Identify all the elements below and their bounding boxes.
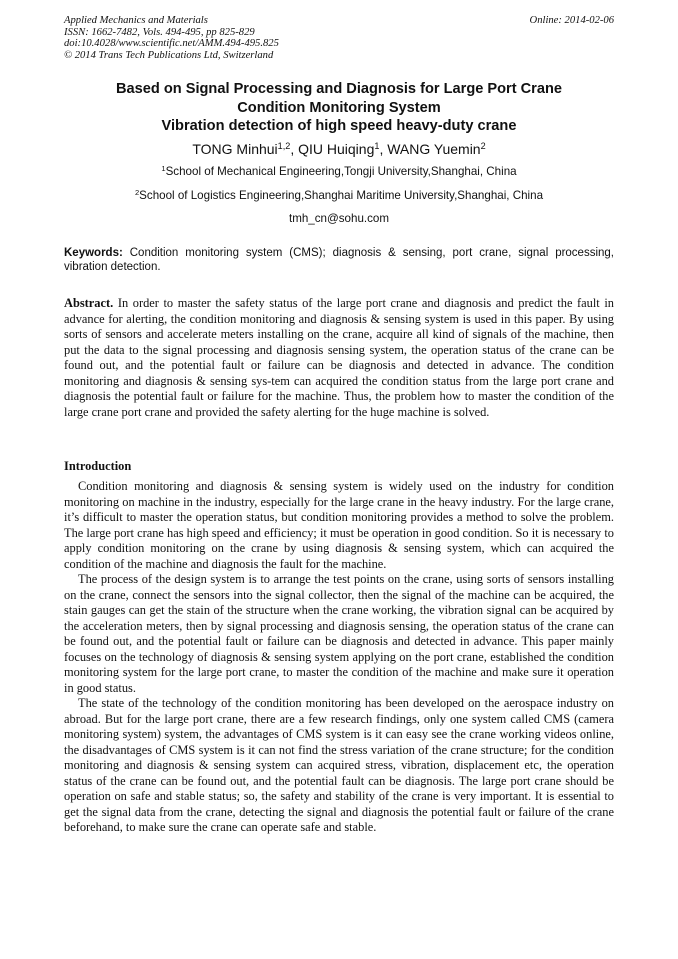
paper-title — [40, 80, 638, 136]
title-line-1: Based on Signal Processing and Diagnosis for Large Port Crane — [115, 81, 563, 97]
author-name: TONG Minhui — [192, 141, 278, 157]
affiliation-text: School of Mechanical Engineering,Tongji University,Shanghai, China — [165, 165, 517, 178]
paragraph: Condition monitoring and diagnosis & sensing system is widely used on the industry for condition monitoring on machine in the industry, especially for the large crane in the heavy industry. For the large crane, it’s difficult to master the operation status, but condition monitoring provides a method to solve the problem. The large port crane has high speed and efficiency; it must be operation in good condition. So it is necessary to apply condition monitoring on the crane by using diagnosis & sensing system, which can acquired the condition of the machine and diagnosis the fault for the machine. — [64, 479, 614, 571]
affiliation-text: School of Logistics Engineering,Shanghai Maritime University,Shanghai, China — [139, 189, 544, 202]
author-list — [40, 140, 638, 158]
affiliation-1 — [40, 165, 638, 179]
journal-header — [64, 15, 279, 61]
author-name: QIU Huiqing — [298, 141, 375, 157]
section-heading-introduction: Introduction — [64, 459, 132, 473]
author-email: tmh_cn@sohu.com — [288, 212, 390, 225]
author-name: WANG Yuemin — [387, 141, 481, 157]
journal-name: Applied Mechanics and Materials — [64, 15, 208, 26]
keywords — [64, 246, 614, 274]
affiliation-mark: 2 — [134, 187, 140, 197]
keywords-text: Condition monitoring system (CMS); diagnosis & sensing, port crane, signal processing, vibration detection. — [64, 247, 614, 274]
author-separator: , — [379, 141, 388, 157]
author-affiliation-mark: 1 — [374, 141, 380, 151]
introduction-body — [64, 479, 614, 836]
journal-issn: ISSN: 1662-7482, Vols. 494-495, pp 825-829 — [64, 26, 255, 38]
paragraph: The state of the technology of the condition monitoring has been developed on the aerospace industry on abroad. But for the large port crane, there are a few research findings, only one system called CMS (camera monitoring system) system, the advantages of CMS system is it can easy see the crane working videos online, the disadvantages of CMS system is it can not find the stress variation of the crane structure; for the condition monitoring and diagnosis & sensing system can acquired stress, vibration, displacement etc, the operation status of the crane can be found out, and the potential fault can be diagnosis. The large port crane should be operation on safe and stable status; so, the safety and stability of the crane is very important. It is essential to get the signal data from the crane, detecting the signal and diagnosis the potential fault or failure of the crane beforehand, to make sure the crane can operate safe and stable. — [64, 696, 614, 834]
abstract-text: In order to master the safety status of the large port crane and diagnosis and predict the fault in advance for alerting, the condition monitoring and diagnosis & sensing system is used in this paper. By using sorts of sensors and accelerate meters installing on the crane, acquire all kind of signals of the machine, then put the data to the signal processing and diagnosis sensing system, the operation status of the crane can be found out, and the potential fault or failure can be diagnosis and detected in advance. The condition monitoring and diagnosis & sensing sys-tem can acquired the condition status from the large port crane and diagnosis the potential fault or failure for the machine. Thus, the problem how to master the condition of the large crane port crane and provided the safety alerting for the huge machine is solved. — [64, 296, 614, 419]
author-separator: , — [290, 141, 299, 157]
title-line-2: Condition Monitoring System — [237, 99, 441, 116]
author-affiliation-mark: 1,2 — [277, 141, 291, 151]
affiliation-mark: 1 — [161, 163, 166, 173]
abstract-label: Abstract. — [64, 296, 114, 310]
affiliation-2 — [40, 189, 638, 203]
online-date: Online: 2014-02-06 — [529, 15, 614, 26]
keywords-label: Keywords: — [64, 247, 123, 259]
journal-doi: doi:10.4028/www.scientific.net/AMM.494-495.825 — [64, 38, 279, 50]
abstract — [64, 296, 614, 420]
title-line-3: Vibration detection of high speed heavy-duty crane — [161, 118, 517, 134]
paragraph: The process of the design system is to arrange the test points on the crane, using sorts of sensors installing on the crane, connect the sensors into the signal collector, then the signal of the machine can be acquired, the stain gauges can get the stain of the structure when the crane working, the vibration signal can be acquired by the acceleration meters, then by signal processing and diagnosis sensing, the operation status of the crane can be found out, and the potential fault or failure can be diagnosis and detected in advance. This paper mainly focuses on the technology of diagnosis & sensing system applying on the port crane, established the condition monitoring system for the large port crane, to master the condition of the machine and make sure it operation in good status. — [64, 572, 614, 695]
journal-copyright: © 2014 Trans Tech Publications Ltd, Switzerland — [64, 49, 274, 61]
author-affiliation-mark: 2 — [480, 141, 486, 151]
